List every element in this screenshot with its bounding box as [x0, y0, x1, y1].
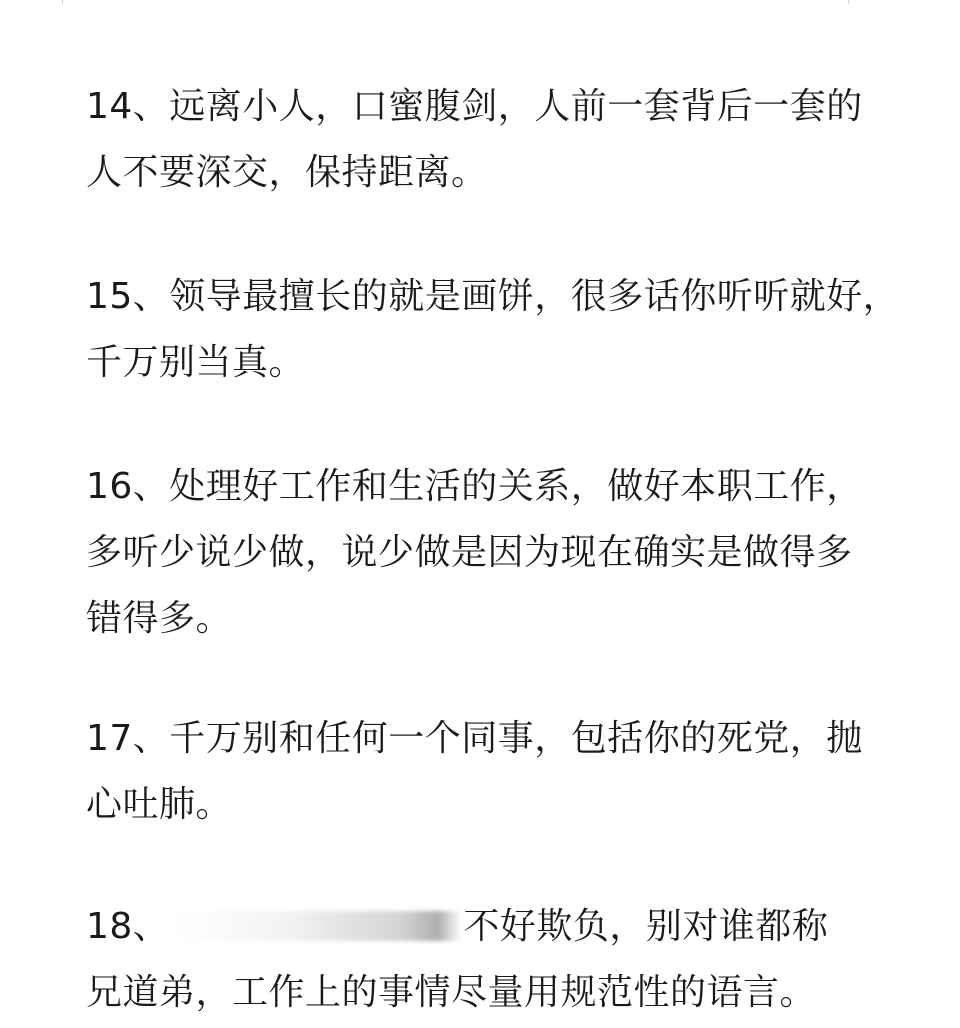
- item-line: 人不要深交，保持距离。: [86, 152, 488, 193]
- item-line: 15、领导最擅长的就是画饼，很多话你听听就好，: [86, 276, 900, 317]
- item-line: 17、千万别和任何一个同事，包括你的死党，抛: [86, 718, 863, 759]
- item-line: 心吐肺。: [86, 784, 233, 825]
- list-item-14: [86, 74, 876, 206]
- item-prefix: 18、: [86, 906, 170, 947]
- item-line: 14、远离小人，口蜜腹剑，人前一套背后一套的: [86, 86, 863, 127]
- crop-mark-right: [848, 0, 871, 4]
- item-line: 多听少说少做，说少做是因为现在确实是做得多: [86, 532, 853, 573]
- list-item-17: [86, 706, 876, 838]
- redaction-blur: [171, 911, 461, 941]
- list-item-15: [86, 264, 900, 396]
- item-line: 16、处理好工作和生活的关系，做好本职工作，: [86, 466, 863, 507]
- list-item-18: [86, 894, 876, 1026]
- item-line: 千万别当真。: [86, 342, 306, 383]
- crop-mark-left: [62, 0, 85, 4]
- list-item-16: [86, 454, 876, 652]
- item-line: 错得多。: [86, 598, 233, 639]
- item-suffix: 不好欺负，别对谁都称: [463, 906, 829, 947]
- item-line: 兄道弟，工作上的事情尽量用规范性的语言。: [86, 972, 817, 1013]
- item-line-with-redaction: [86, 894, 876, 960]
